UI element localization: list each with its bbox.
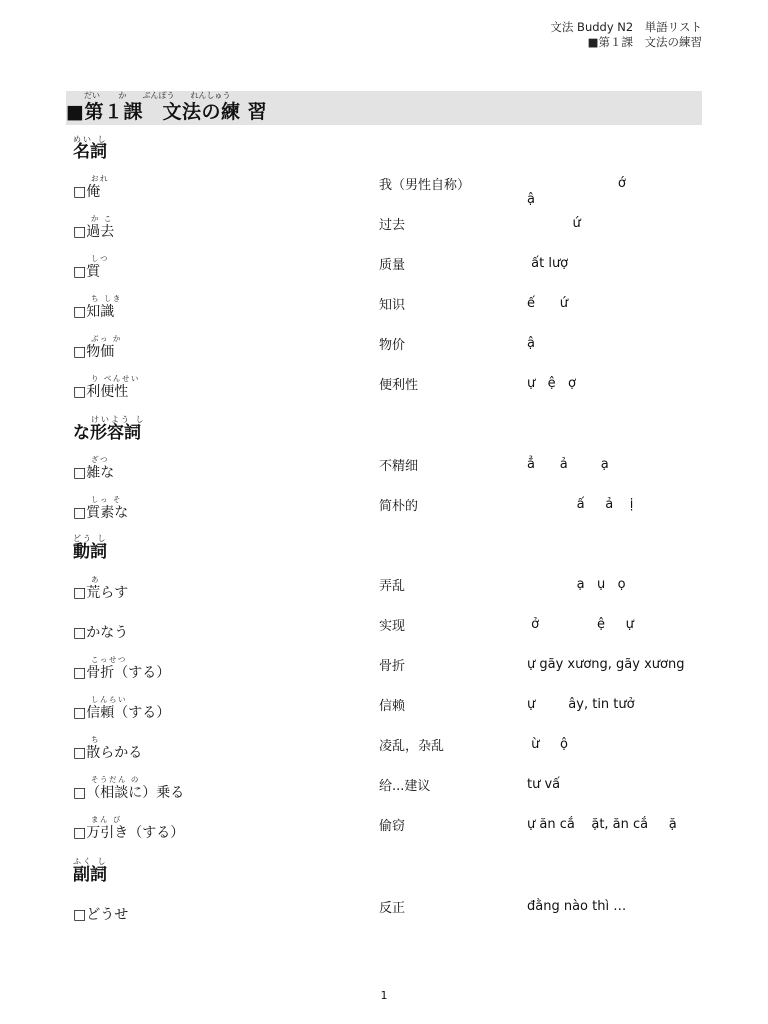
entry-ruby: そうだん の	[91, 775, 140, 784]
entry-chinese: 凌乱，杂乱	[379, 739, 445, 754]
entry-chinese: 给...建议	[379, 779, 431, 794]
entry-chinese: 便利性	[379, 378, 419, 393]
entry-term: □散らかる	[73, 745, 143, 761]
entry-chinese: 简朴的	[379, 499, 419, 514]
entry-term: □知識	[73, 304, 115, 320]
lesson-title-bar	[66, 91, 702, 125]
entry-term: □（相談に）乗る	[73, 785, 185, 801]
entry-vietnamese: đằng nào thì …	[527, 899, 627, 914]
section-ruby-verbs: どう し	[73, 534, 108, 543]
entry-ruby: ぶっ か	[91, 334, 122, 343]
entry-vietnamese: ở ệ ự	[527, 617, 634, 632]
entry-chinese: 反正	[379, 901, 406, 916]
vocab-entry	[0, 254, 768, 284]
entry-ruby: まん び	[91, 815, 122, 824]
section-heading-nouns: 名詞	[73, 142, 107, 162]
entry-vietnamese: ự gãy xương, gãy xương	[527, 657, 685, 672]
entry-ruby: しっ そ	[91, 495, 122, 504]
entry-chinese: 信赖	[379, 699, 406, 714]
vocab-entry	[0, 334, 768, 364]
entry-ruby: り べんせい	[91, 374, 140, 383]
vocab-entry	[0, 495, 768, 525]
vocab-entry	[0, 615, 768, 645]
entry-chinese: 知识	[379, 298, 406, 313]
entry-ruby: あ	[91, 575, 100, 584]
entry-chinese: 不精细	[379, 459, 419, 474]
section-heading-na-adjectives: な形容詞	[73, 423, 141, 443]
entry-term: □雑な	[73, 465, 115, 481]
entry-term: □骨折（する）	[73, 665, 171, 681]
section-ruby-nouns: めい し	[73, 135, 108, 144]
entry-term: □質	[73, 264, 101, 280]
entry-term: □俺	[73, 184, 101, 200]
lesson-title-ruby: だい か ぶんぽう れんしゅう	[84, 91, 231, 100]
entry-vietnamese: ẳ ả ạ	[527, 457, 609, 472]
entry-ruby: おれ	[91, 174, 109, 183]
entry-chinese: 偷窃	[379, 819, 406, 834]
lesson-title: ■第１課 文法の練 習	[66, 101, 268, 123]
section-ruby-na-adjectives: けいよう し	[91, 415, 146, 424]
entry-term: □過去	[73, 224, 115, 240]
entry-ruby: こっせつ	[91, 655, 127, 664]
entry-ruby: しんらい	[91, 695, 127, 704]
entry-term: □かなう	[73, 625, 129, 641]
vocab-entry	[0, 655, 768, 685]
entry-ruby: ざつ	[91, 455, 109, 464]
entry-vietnamese: ế ứ	[527, 296, 569, 311]
entry-chinese: 过去	[379, 218, 406, 233]
vocab-entry	[0, 294, 768, 324]
section-ruby-adverbs: ふく し	[73, 857, 108, 866]
entry-ruby: しつ	[91, 254, 109, 263]
entry-term: □どうせ	[73, 907, 129, 923]
entry-vietnamese: ự ệ ợ	[527, 376, 576, 391]
entry-term: □利便性	[73, 384, 129, 400]
entry-chinese: 质量	[379, 258, 406, 273]
entry-vietnamese: ớ	[527, 176, 626, 191]
vocab-entry	[0, 214, 768, 244]
entry-vietnamese: ứ	[527, 216, 581, 231]
entry-term: □信頼（する）	[73, 705, 171, 721]
running-header-line2: ■第１課 文法の練習	[587, 35, 702, 49]
vocab-entry	[0, 174, 768, 207]
vocab-entry	[0, 575, 768, 605]
entry-vietnamese: ự ăn cắ ặt, ăn cắ ặ	[527, 817, 677, 832]
vocab-entry	[0, 897, 768, 927]
entry-chinese: 弄乱	[379, 579, 406, 594]
entry-chinese: 骨折	[379, 659, 406, 674]
entry-vietnamese: ấ ả ị	[527, 497, 634, 512]
entry-vietnamese: ất lượ	[527, 256, 569, 271]
entry-term: □万引き（する）	[73, 825, 185, 841]
section-heading-adverbs: 副詞	[73, 865, 107, 885]
running-header-line1: 文法 Buddy N2 単語リスト	[550, 20, 702, 34]
entry-vietnamese: tư vấ	[527, 777, 561, 792]
entry-ruby: ち しき	[91, 294, 122, 303]
entry-term: □質素な	[73, 505, 129, 521]
entry-chinese: 我（男性自称）	[379, 178, 471, 193]
vocab-entry	[0, 374, 768, 404]
entry-term: □荒らす	[73, 585, 129, 601]
running-header	[550, 20, 702, 50]
entry-chinese: 物价	[379, 338, 406, 353]
entry-vietnamese: ạ ụ ọ	[527, 577, 626, 592]
vocab-entry	[0, 695, 768, 725]
entry-vietnamese: ự ây, tin tưở	[527, 697, 635, 712]
entry-vietnamese: ậ	[527, 336, 535, 351]
entry-vietnamese: ừ ộ	[527, 737, 568, 752]
entry-chinese: 实现	[379, 619, 406, 634]
vocab-entry	[0, 815, 768, 845]
entry-ruby: ち	[91, 735, 100, 744]
entry-vietnamese-line2: ậ	[527, 192, 535, 207]
entry-term: □物価	[73, 344, 115, 360]
vocab-entry	[0, 735, 768, 765]
vocab-entry	[0, 455, 768, 485]
page-number: 1	[380, 989, 388, 1002]
entry-ruby: か こ	[91, 214, 113, 223]
vocab-entry	[0, 775, 768, 805]
section-heading-verbs: 動詞	[73, 542, 107, 562]
